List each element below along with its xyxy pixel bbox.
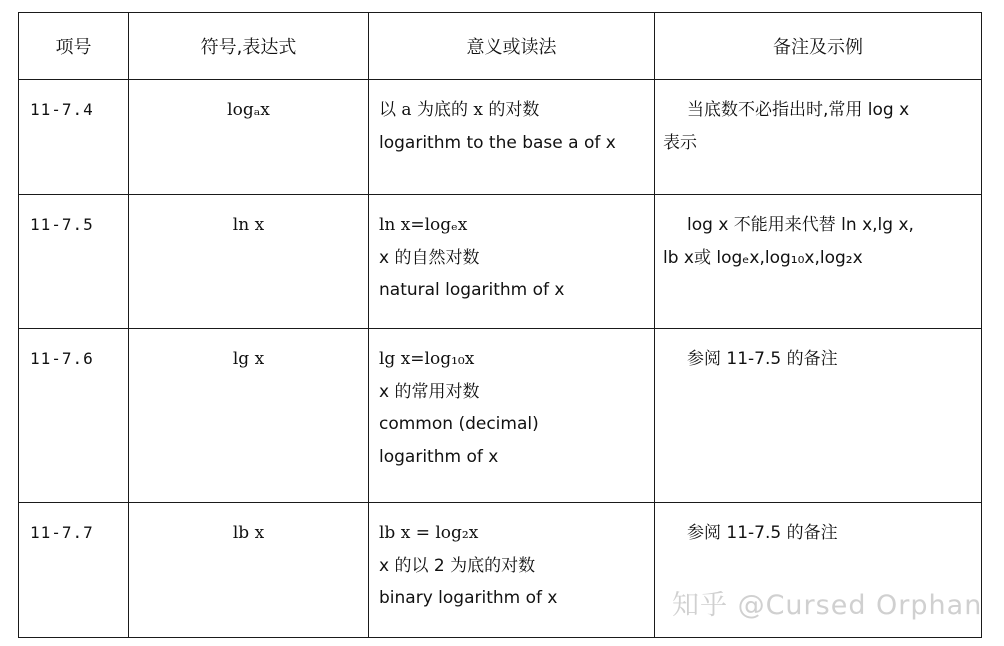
- meaning-cell: [369, 503, 655, 638]
- note-line: log x 不能用来代替 ln x,lg x,: [687, 215, 914, 235]
- logarithm-table: [18, 12, 982, 638]
- item-number: 11-7.5: [19, 195, 129, 329]
- meaning-cell: [369, 80, 655, 195]
- meaning-line: binary logarithm of x: [379, 588, 558, 608]
- note-line: 参阅 11-7.5 的备注: [687, 349, 838, 369]
- meaning-line: 以 a 为底的 x 的对数: [379, 100, 540, 120]
- symbol-cell: ln x: [129, 195, 369, 329]
- note-line: lb x或 logₑx,log₁₀x,log₂x: [663, 247, 863, 268]
- note-line: 参阅 11-7.5 的备注: [687, 523, 838, 543]
- header-row: [19, 13, 982, 80]
- note-cell: [655, 195, 982, 329]
- meaning-cell: [369, 329, 655, 503]
- meaning-line: logarithm to the base a of x: [379, 132, 616, 153]
- header-meaning: 意义或读法: [369, 13, 655, 80]
- note-line: 当底数不必指出时,常用 log x: [687, 100, 910, 120]
- meaning-line: common (decimal): [379, 414, 539, 434]
- symbol-cell: lg x: [129, 329, 369, 503]
- header-item: 项号: [19, 13, 129, 80]
- meaning-line: lb x = log₂x: [379, 523, 479, 543]
- table-row: [19, 195, 982, 329]
- meaning-line: x 的以 2 为底的对数: [379, 555, 536, 576]
- meaning-line: x 的常用对数: [379, 381, 480, 402]
- table-row: [19, 80, 982, 195]
- header-note: 备注及示例: [655, 13, 982, 80]
- note-cell: [655, 80, 982, 195]
- item-number: 11-7.7: [19, 503, 129, 638]
- symbol-cell: logₐx: [129, 80, 369, 195]
- note-line: 表示: [663, 132, 697, 153]
- meaning-line: lg x=log₁₀x: [379, 349, 475, 369]
- note-cell: [655, 329, 982, 503]
- watermark-text: 知乎 @Cursed Orphan: [672, 590, 983, 621]
- meaning-cell: [369, 195, 655, 329]
- item-number: 11-7.6: [19, 329, 129, 503]
- meaning-line: natural logarithm of x: [379, 280, 565, 300]
- item-number: 11-7.4: [19, 80, 129, 195]
- meaning-line: x 的自然对数: [379, 247, 480, 268]
- table-row: [19, 329, 982, 503]
- symbol-cell: lb x: [129, 503, 369, 638]
- header-symbol: 符号,表达式: [129, 13, 369, 80]
- meaning-line: ln x=logₑx: [379, 215, 468, 235]
- meaning-line: logarithm of x: [379, 446, 499, 467]
